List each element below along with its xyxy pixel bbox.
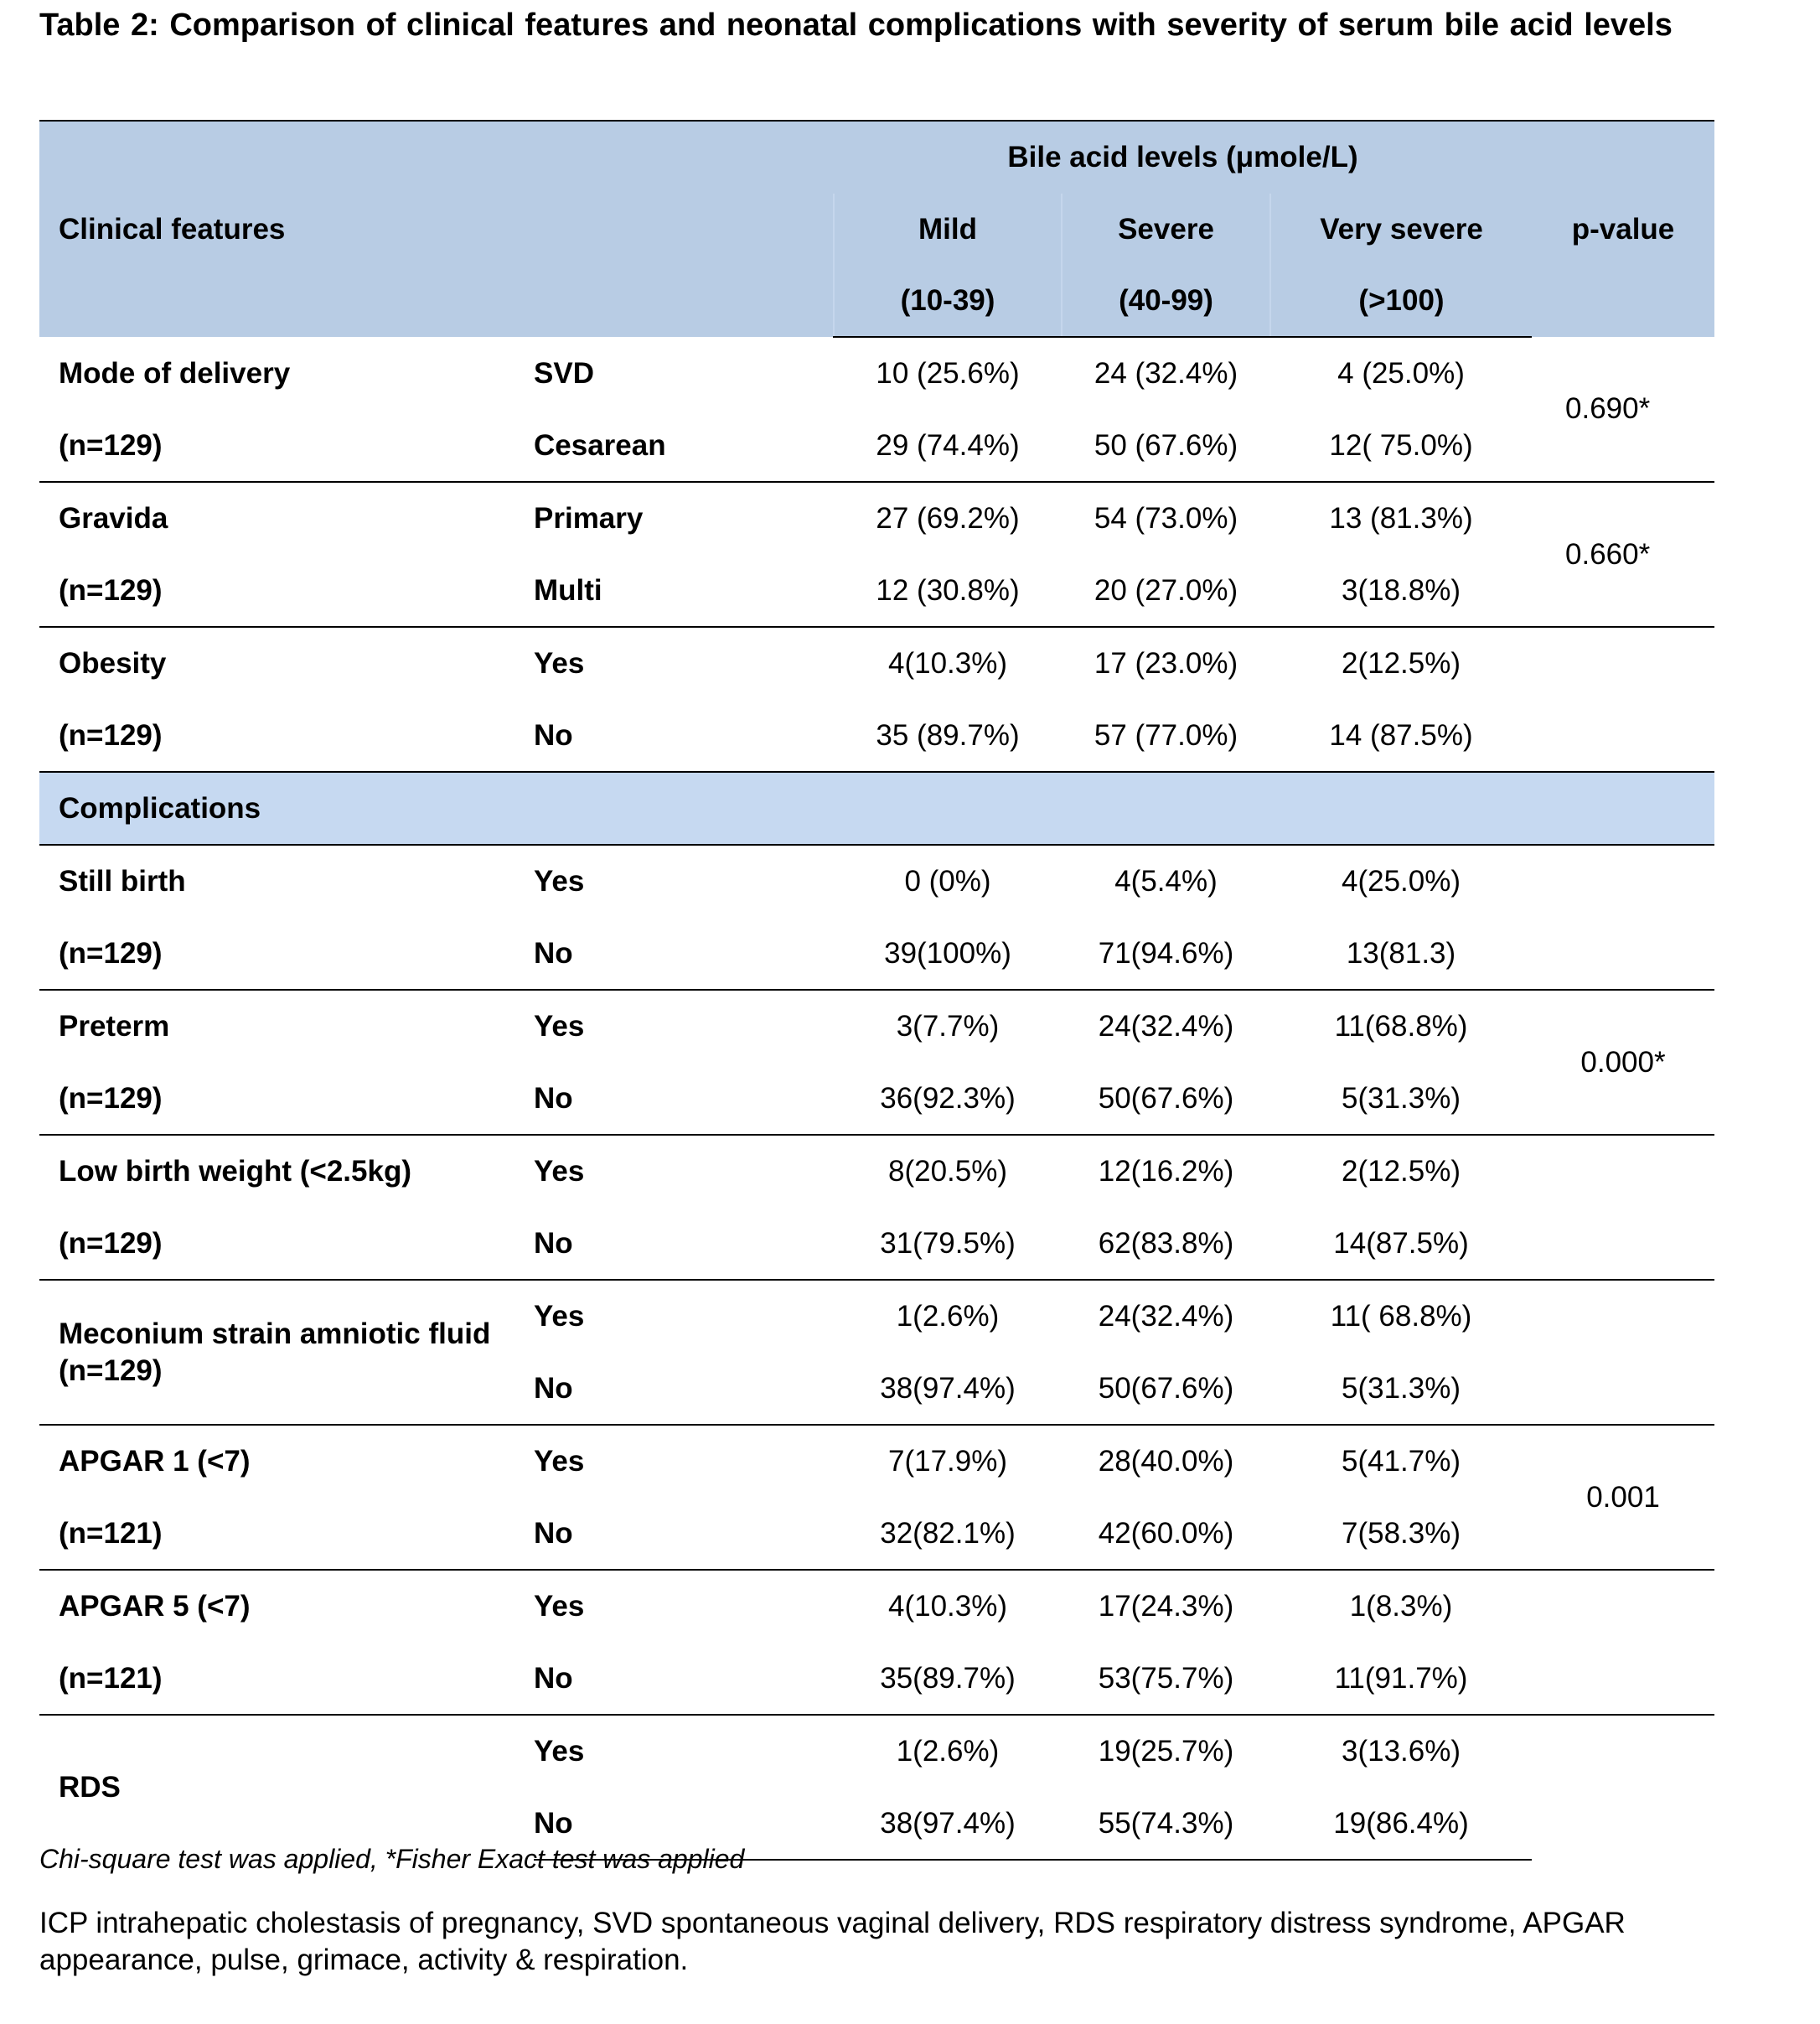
header-clinical-features: Clinical features bbox=[39, 121, 534, 337]
subgroup-label: Cesarean bbox=[534, 428, 666, 462]
feature-n: (n=129) bbox=[59, 1081, 163, 1115]
very-severe-value: 19(86.4%) bbox=[1270, 1788, 1532, 1860]
very-severe-value: 4(25.0%) bbox=[1341, 865, 1461, 898]
subgroup-label: No bbox=[534, 1371, 573, 1405]
feature-n: (n=129) bbox=[59, 936, 163, 970]
p-value-cell: 0.000* bbox=[1532, 990, 1714, 1135]
feature-cell bbox=[39, 1280, 534, 1425]
very-severe-value: 2(12.5%) bbox=[1270, 1135, 1532, 1208]
table-row bbox=[39, 1570, 1714, 1643]
very-severe-value: 1(8.3%) bbox=[1270, 1570, 1532, 1643]
subgroup-label: Yes bbox=[534, 1715, 834, 1788]
severe-value: 50(67.6%) bbox=[1098, 1081, 1234, 1115]
very-severe-value: 5(31.3%) bbox=[1341, 1081, 1461, 1115]
table-row bbox=[39, 410, 1714, 482]
feature-n: (n=121) bbox=[59, 1516, 163, 1550]
table-caption: Table 2: Comparison of clinical features and neonatal complications with severity of serum bile acid levels bbox=[39, 8, 1673, 43]
test-footnote: Chi-square test was applied, *Fisher Exact test was applied bbox=[39, 1844, 745, 1874]
table-row bbox=[39, 700, 1714, 772]
p-value-cell bbox=[1532, 1135, 1714, 1280]
severe-value: 24(32.4%) bbox=[1062, 1280, 1270, 1353]
table-row bbox=[39, 1715, 1714, 1788]
table-row bbox=[39, 337, 1714, 410]
feature-label: Gravida bbox=[39, 482, 534, 555]
feature-cell bbox=[39, 1715, 534, 1860]
mild-value: 35(89.7%) bbox=[880, 1661, 1016, 1695]
data-table bbox=[39, 120, 1714, 1861]
severe-value: 54 (73.0%) bbox=[1062, 482, 1270, 555]
p-value-cell bbox=[1532, 627, 1714, 772]
p-value-cell bbox=[1532, 1715, 1714, 1860]
very-severe-value: 3(13.6%) bbox=[1270, 1715, 1532, 1788]
table-row bbox=[39, 1063, 1714, 1135]
table-row bbox=[39, 1425, 1714, 1498]
feature-n: (n=129) bbox=[59, 1226, 163, 1260]
table-row bbox=[39, 1498, 1714, 1570]
feature-label: Still birth bbox=[59, 865, 186, 898]
severe-value: 12(16.2%) bbox=[1062, 1135, 1270, 1208]
severe-value: 50 (67.6%) bbox=[1094, 428, 1238, 462]
very-severe-value: 13(81.3) bbox=[1346, 936, 1456, 970]
subgroup-label: No bbox=[534, 1226, 573, 1260]
feature-label: Preterm bbox=[39, 990, 534, 1063]
mild-value: 4(10.3%) bbox=[834, 627, 1062, 700]
very-severe-value: 14 (87.5%) bbox=[1329, 718, 1473, 752]
very-severe-value: 11(68.8%) bbox=[1270, 990, 1532, 1063]
table-row bbox=[39, 918, 1714, 990]
table-row bbox=[39, 627, 1714, 700]
very-severe-value: 3(18.8%) bbox=[1341, 573, 1461, 607]
severe-value: 53(75.7%) bbox=[1098, 1661, 1234, 1695]
subgroup-label: No bbox=[534, 936, 573, 970]
mild-value: 38(97.4%) bbox=[834, 1788, 1062, 1860]
p-value-cell bbox=[1532, 845, 1714, 990]
severe-value: 71(94.6%) bbox=[1098, 936, 1234, 970]
severe-value: 28(40.0%) bbox=[1062, 1425, 1270, 1498]
table-row bbox=[39, 1135, 1714, 1208]
header-row-group bbox=[39, 121, 1714, 194]
severe-value: 42(60.0%) bbox=[1098, 1516, 1234, 1550]
header-p-value: p-value bbox=[1532, 121, 1714, 337]
subgroup-label: Primary bbox=[534, 482, 834, 555]
subgroup-label: SVD bbox=[534, 356, 594, 390]
severe-value: 24 (32.4%) bbox=[1094, 357, 1238, 390]
mild-value: 36(92.3%) bbox=[880, 1081, 1016, 1115]
feature-n: (n=121) bbox=[59, 1661, 163, 1695]
mild-value: 1(2.6%) bbox=[834, 1280, 1062, 1353]
feature-n: (n=129) bbox=[59, 573, 163, 607]
subgroup-label: No bbox=[534, 718, 573, 752]
subgroup-label: Multi bbox=[534, 573, 602, 607]
section-row bbox=[39, 772, 1714, 845]
feature-label: Mode of delivery bbox=[59, 356, 291, 390]
mild-value: 38(97.4%) bbox=[880, 1371, 1016, 1405]
abbreviations-note: ICP intrahepatic cholestasis of pregnancy, SVD spontaneous vaginal delivery, RDS respiratory distress syndrome, APGAR appearance, pulse, grimace, activity & respiration. bbox=[39, 1907, 1626, 1976]
mild-value: 32(82.1%) bbox=[880, 1516, 1016, 1550]
header-blank bbox=[534, 121, 834, 337]
feature-label: RDS bbox=[59, 1771, 121, 1804]
mild-value: 10 (25.6%) bbox=[876, 357, 1020, 390]
p-value-cell: 0.001 bbox=[1532, 1425, 1714, 1570]
subgroup-label: No bbox=[534, 1516, 573, 1550]
table-row bbox=[39, 1643, 1714, 1715]
p-value-cell: 0.660* bbox=[1532, 482, 1714, 627]
header-very-severe: Very severe bbox=[1270, 194, 1532, 265]
header-very-severe-range: (>100) bbox=[1270, 265, 1532, 337]
header-mild-range: (10-39) bbox=[834, 265, 1062, 337]
feature-label: Low birth weight (<2.5kg) bbox=[39, 1135, 534, 1208]
mild-value: 27 (69.2%) bbox=[834, 482, 1062, 555]
very-severe-value: 7(58.3%) bbox=[1341, 1516, 1461, 1550]
severe-value: 17(24.3%) bbox=[1062, 1570, 1270, 1643]
mild-value: 7(17.9%) bbox=[834, 1425, 1062, 1498]
feature-label: APGAR 5 (<7) bbox=[39, 1570, 534, 1643]
mild-value: 31(79.5%) bbox=[880, 1226, 1016, 1260]
table-body bbox=[39, 121, 1714, 1860]
very-severe-value: 2(12.5%) bbox=[1270, 627, 1532, 700]
section-label-complications: Complications bbox=[39, 772, 1714, 845]
very-severe-value: 14(87.5%) bbox=[1333, 1226, 1469, 1260]
header-severe-range: (40-99) bbox=[1062, 265, 1270, 337]
table-row bbox=[39, 1208, 1714, 1280]
subgroup-label: No bbox=[534, 1081, 573, 1115]
severe-value: 19(25.7%) bbox=[1062, 1715, 1270, 1788]
severe-value: 24(32.4%) bbox=[1062, 990, 1270, 1063]
severe-value: 50(67.6%) bbox=[1098, 1371, 1234, 1405]
subgroup-label: Yes bbox=[534, 1280, 834, 1353]
severe-value: 55(74.3%) bbox=[1062, 1788, 1270, 1860]
feature-label: Meconium strain amniotic fluid bbox=[59, 1317, 491, 1350]
very-severe-value: 4 (25.0%) bbox=[1337, 357, 1465, 390]
severe-value: 62(83.8%) bbox=[1098, 1226, 1234, 1260]
mild-value: 8(20.5%) bbox=[834, 1135, 1062, 1208]
p-value-cell bbox=[1532, 1280, 1714, 1425]
mild-value: 3(7.7%) bbox=[834, 990, 1062, 1063]
header-severe: Severe bbox=[1062, 194, 1270, 265]
mild-value: 0 (0%) bbox=[904, 865, 991, 898]
very-severe-value: 5(41.7%) bbox=[1270, 1425, 1532, 1498]
very-severe-value: 5(31.3%) bbox=[1341, 1371, 1461, 1405]
subgroup-label: Yes bbox=[534, 865, 585, 898]
subgroup-label: Yes bbox=[534, 1570, 834, 1643]
mild-value: 1(2.6%) bbox=[834, 1715, 1062, 1788]
table-row bbox=[39, 990, 1714, 1063]
table-row bbox=[39, 845, 1714, 918]
p-value-cell bbox=[1532, 1570, 1714, 1715]
mild-value: 12 (30.8%) bbox=[876, 573, 1020, 607]
subgroup-label: Yes bbox=[534, 627, 834, 700]
mild-value: 35 (89.7%) bbox=[876, 718, 1020, 752]
very-severe-value: 12( 75.0%) bbox=[1329, 428, 1473, 462]
severe-value: 57 (77.0%) bbox=[1094, 718, 1238, 752]
table-row bbox=[39, 555, 1714, 627]
very-severe-value: 11( 68.8%) bbox=[1270, 1280, 1532, 1353]
p-value-cell: 0.690* bbox=[1565, 392, 1651, 425]
subgroup-label: Yes bbox=[534, 990, 834, 1063]
feature-n: (n=129) bbox=[59, 428, 163, 462]
subgroup-label: No bbox=[534, 1661, 573, 1695]
header-mild: Mild bbox=[834, 194, 1062, 265]
severe-value: 17 (23.0%) bbox=[1062, 627, 1270, 700]
mild-value: 39(100%) bbox=[884, 936, 1011, 970]
mild-value: 29 (74.4%) bbox=[876, 428, 1020, 462]
table-row bbox=[39, 482, 1714, 555]
table-row bbox=[39, 1280, 1714, 1353]
feature-n: (n=129) bbox=[59, 1354, 163, 1387]
severe-value: 4(5.4%) bbox=[1114, 865, 1218, 898]
very-severe-value: 13 (81.3%) bbox=[1270, 482, 1532, 555]
severe-value: 20 (27.0%) bbox=[1094, 573, 1238, 607]
header-bile-acid-levels: Bile acid levels (μmole/L) bbox=[834, 121, 1532, 194]
mild-value: 4(10.3%) bbox=[834, 1570, 1062, 1643]
subgroup-label: No bbox=[534, 1788, 834, 1860]
very-severe-value: 11(91.7%) bbox=[1334, 1661, 1468, 1695]
subgroup-label: Yes bbox=[534, 1135, 834, 1208]
feature-label: APGAR 1 (<7) bbox=[39, 1425, 534, 1498]
subgroup-label: Yes bbox=[534, 1425, 834, 1498]
feature-n: (n=129) bbox=[59, 718, 163, 752]
feature-label: Obesity bbox=[39, 627, 534, 700]
